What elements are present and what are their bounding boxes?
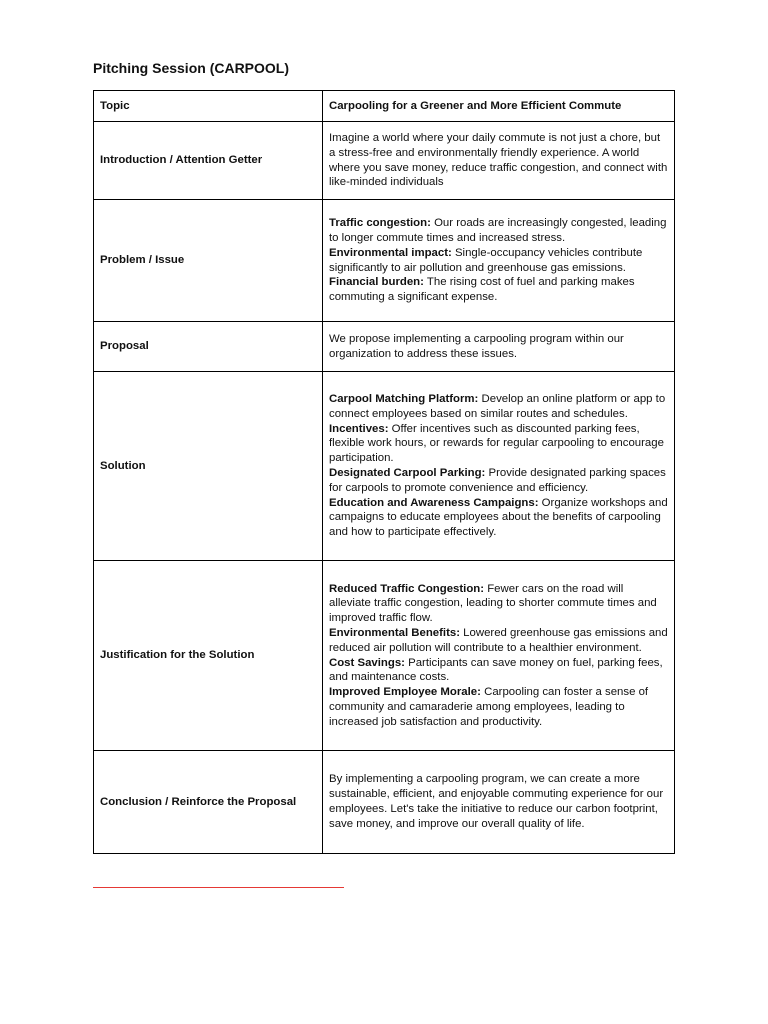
row-value-proposal (323, 322, 675, 372)
list-item (329, 422, 668, 466)
item-text: Offer incentives such as discounted parking fees, flexible work hours, or rewards for regular carpooling to encourage participation. (329, 422, 664, 465)
item-text: Carpooling can foster a sense of community and camaraderie among employees, leading to increased job satisfaction and productivity. (329, 686, 649, 728)
table-row-conclusion (94, 751, 675, 854)
row-value-solution (323, 372, 675, 561)
introduction-text: Imagine a world where your daily commute is not just a chore, but a stress-free and environmentally friendly experience. A world where you save money, reduce traffic congestion, and connect with like-minded individuals (329, 131, 668, 189)
item-term: Cost Savings: (329, 656, 405, 669)
table-row-justification (94, 561, 675, 751)
document-title: Pitching Session (CARPOOL) (93, 60, 290, 76)
proposal-text: We propose implementing a carpooling program within our organization to address these issues. (329, 332, 624, 360)
accent-divider (93, 887, 344, 888)
row-value-topic: Carpooling for a Greener and More Efficient Commute (323, 91, 675, 122)
item-text: Organize workshops and campaigns to educate employees about the benefits of carpooling and how to participate effectively. (329, 496, 668, 539)
row-value-problem (323, 200, 675, 322)
item-term: Improved Employee Morale: (329, 686, 481, 699)
row-value-justification (323, 561, 675, 751)
item-text: Our roads are increasingly congested, leading to longer commute times and increased stress. (329, 217, 667, 244)
row-label-introduction: Introduction / Attention Getter (94, 122, 323, 200)
row-label-problem: Problem / Issue (94, 200, 323, 322)
item-text: Develop an online platform or app to connect employees based on similar routes and schedules. (329, 393, 666, 420)
list-item (329, 275, 668, 305)
list-item (329, 626, 668, 656)
table-row-topic (94, 91, 675, 122)
table-row-solution (94, 372, 675, 561)
item-text: The rising cost of fuel and parking makes commuting a significant expense. (329, 276, 635, 304)
item-term: Environmental impact: (329, 246, 452, 259)
list-item (329, 496, 668, 540)
item-term: Education and Awareness Campaigns: (329, 496, 539, 509)
list-item (329, 392, 668, 422)
list-item (329, 582, 668, 626)
item-text: Participants can save money on fuel, parking fees, and maintenance costs. (329, 656, 663, 684)
item-term: Designated Carpool Parking: (329, 467, 486, 479)
row-value-introduction (323, 122, 675, 200)
table-row-introduction (94, 122, 675, 200)
item-text: Fewer cars on the road will alleviate traffic congestion, leading to shorter commute times and improved traffic flow. (329, 582, 657, 625)
row-label-solution: Solution (94, 372, 323, 561)
list-item (329, 246, 668, 276)
item-term: Financial burden: (329, 276, 424, 289)
table-row-proposal (94, 322, 675, 372)
item-term: Incentives: (329, 422, 389, 435)
list-item (329, 685, 668, 729)
item-term: Environmental Benefits: (329, 626, 461, 639)
item-term: Reduced Traffic Congestion: (329, 582, 485, 595)
row-label-proposal: Proposal (94, 322, 323, 372)
row-label-topic: Topic (94, 91, 323, 122)
pitch-table (93, 90, 675, 854)
row-label-justification: Justification for the Solution (94, 561, 323, 751)
list-item (329, 466, 668, 496)
row-value-conclusion (323, 751, 675, 854)
item-text: Single-occupancy vehicles contribute significantly to air pollution and greenhouse gas emissions. (329, 246, 643, 274)
list-item (329, 656, 668, 686)
table-row-problem (94, 200, 675, 322)
item-term: Traffic congestion: (329, 217, 431, 230)
item-term: Carpool Matching Platform: (329, 393, 479, 406)
item-text: Lowered greenhouse gas emissions and reduced air pollution will contribute to a healthier environment. (329, 626, 668, 654)
conclusion-text: By implementing a carpooling program, we can create a more sustainable, efficient, and enjoyable commuting experience for our employees. Let's take the initiative to reduce our carbon footprint, save money, and improve our overall quality of life. (329, 773, 664, 830)
item-text: Provide designated parking spaces for carpools to promote convenience and efficiency. (329, 467, 666, 494)
list-item (329, 216, 668, 246)
row-label-conclusion: Conclusion / Reinforce the Proposal (94, 751, 323, 854)
